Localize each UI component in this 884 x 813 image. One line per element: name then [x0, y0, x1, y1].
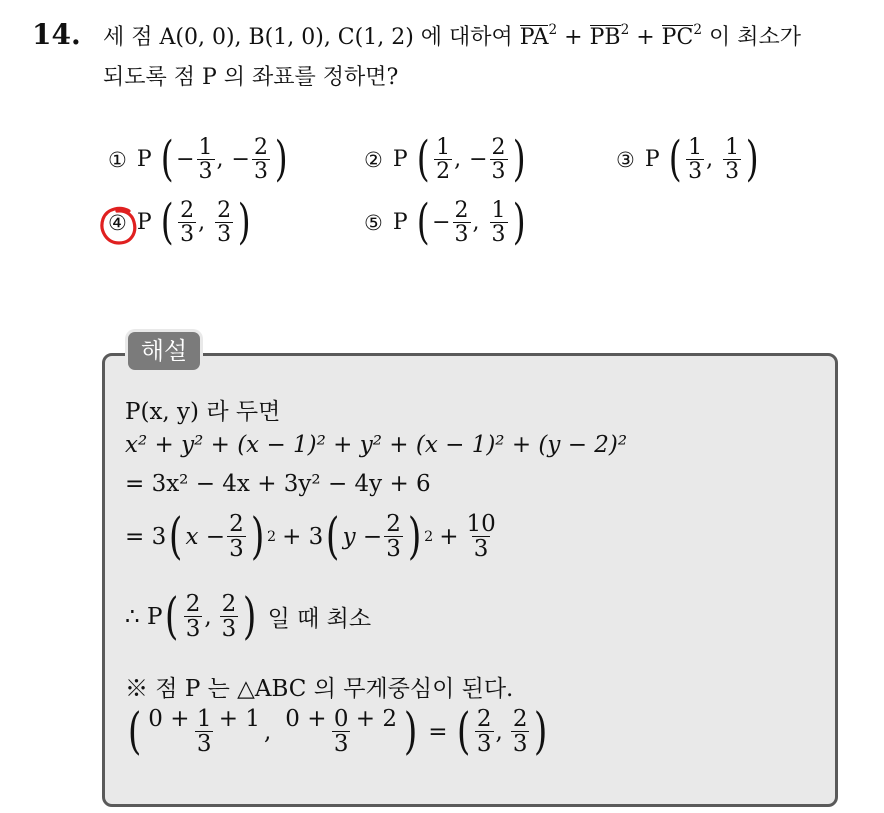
answer-circle-annotation [99, 205, 139, 247]
solution-line-5: ∴ P ( $\frac{2}{3}$ , $\frac{2}{3}$ ) 일 때 최소 [125, 587, 372, 645]
question-line-2: 되도록 점 P 의 좌표를 정하면? [103, 65, 399, 90]
solution-line-7: ( $\frac{0 + 1 + 1}{3}$ , $\frac{0 + 0 + 2}{3}$ ) = ( $\frac{2}{3}$ , $\frac{2}{3}$ ) [127, 702, 548, 760]
solution-line-3: = 3x² − 4x + 3y² − 4y + 6 [125, 471, 431, 497]
solution-line-2: x² + y² + (x − 1)² + y² + (x − 1)² + (y − 2)² [125, 432, 628, 458]
question-text-pre: 세 점 A(0, 0), B(1, 0), C(1, 2) 에 대하여 [103, 25, 513, 50]
segment-pc: PC [661, 25, 694, 50]
solution-line-1: P(x, y) 라 두면 [125, 399, 281, 425]
solution-tab: 해설 [128, 332, 200, 370]
choice-4[interactable]: ④ P ( $\frac{2}{3}$ , $\frac{2}{3}$ ) [108, 195, 251, 250]
segment-pb: PB [589, 25, 621, 50]
solution-line-4: = 3 ( x − $\frac{2}{3}$ ) 2 + 3 ( y − $\frac{2}{3}$ ) 2 + $\frac{10}{3}$ [125, 507, 496, 565]
choice-5[interactable]: ⑤ P ( − $\frac{2}{3}$ , $\frac{1}{3}$ ) [364, 195, 526, 250]
choice-1[interactable]: ① P ( − $\frac{1}{3}$ , − $\frac{2}{3}$ ) [108, 132, 288, 187]
choice-2[interactable]: ② P ( $\frac{1}{2}$ , − $\frac{2}{3}$ ) [364, 132, 526, 187]
question-text-post: 이 최소가 [708, 25, 801, 50]
question-number: 14. [32, 18, 81, 51]
segment-pa: PA [519, 25, 549, 50]
choice-3[interactable]: ③ P ( $\frac{1}{3}$ , $\frac{1}{3}$ ) [616, 132, 759, 187]
question-line-1: 세 점 A(0, 0), B(1, 0), C(1, 2) 에 대하여 $PA^2 + PB^2 + PC^2$ 이 최소가 [103, 21, 801, 50]
solution-line-6: ※ 점 P 는 △ABC 의 무게중심이 된다. [125, 676, 514, 702]
